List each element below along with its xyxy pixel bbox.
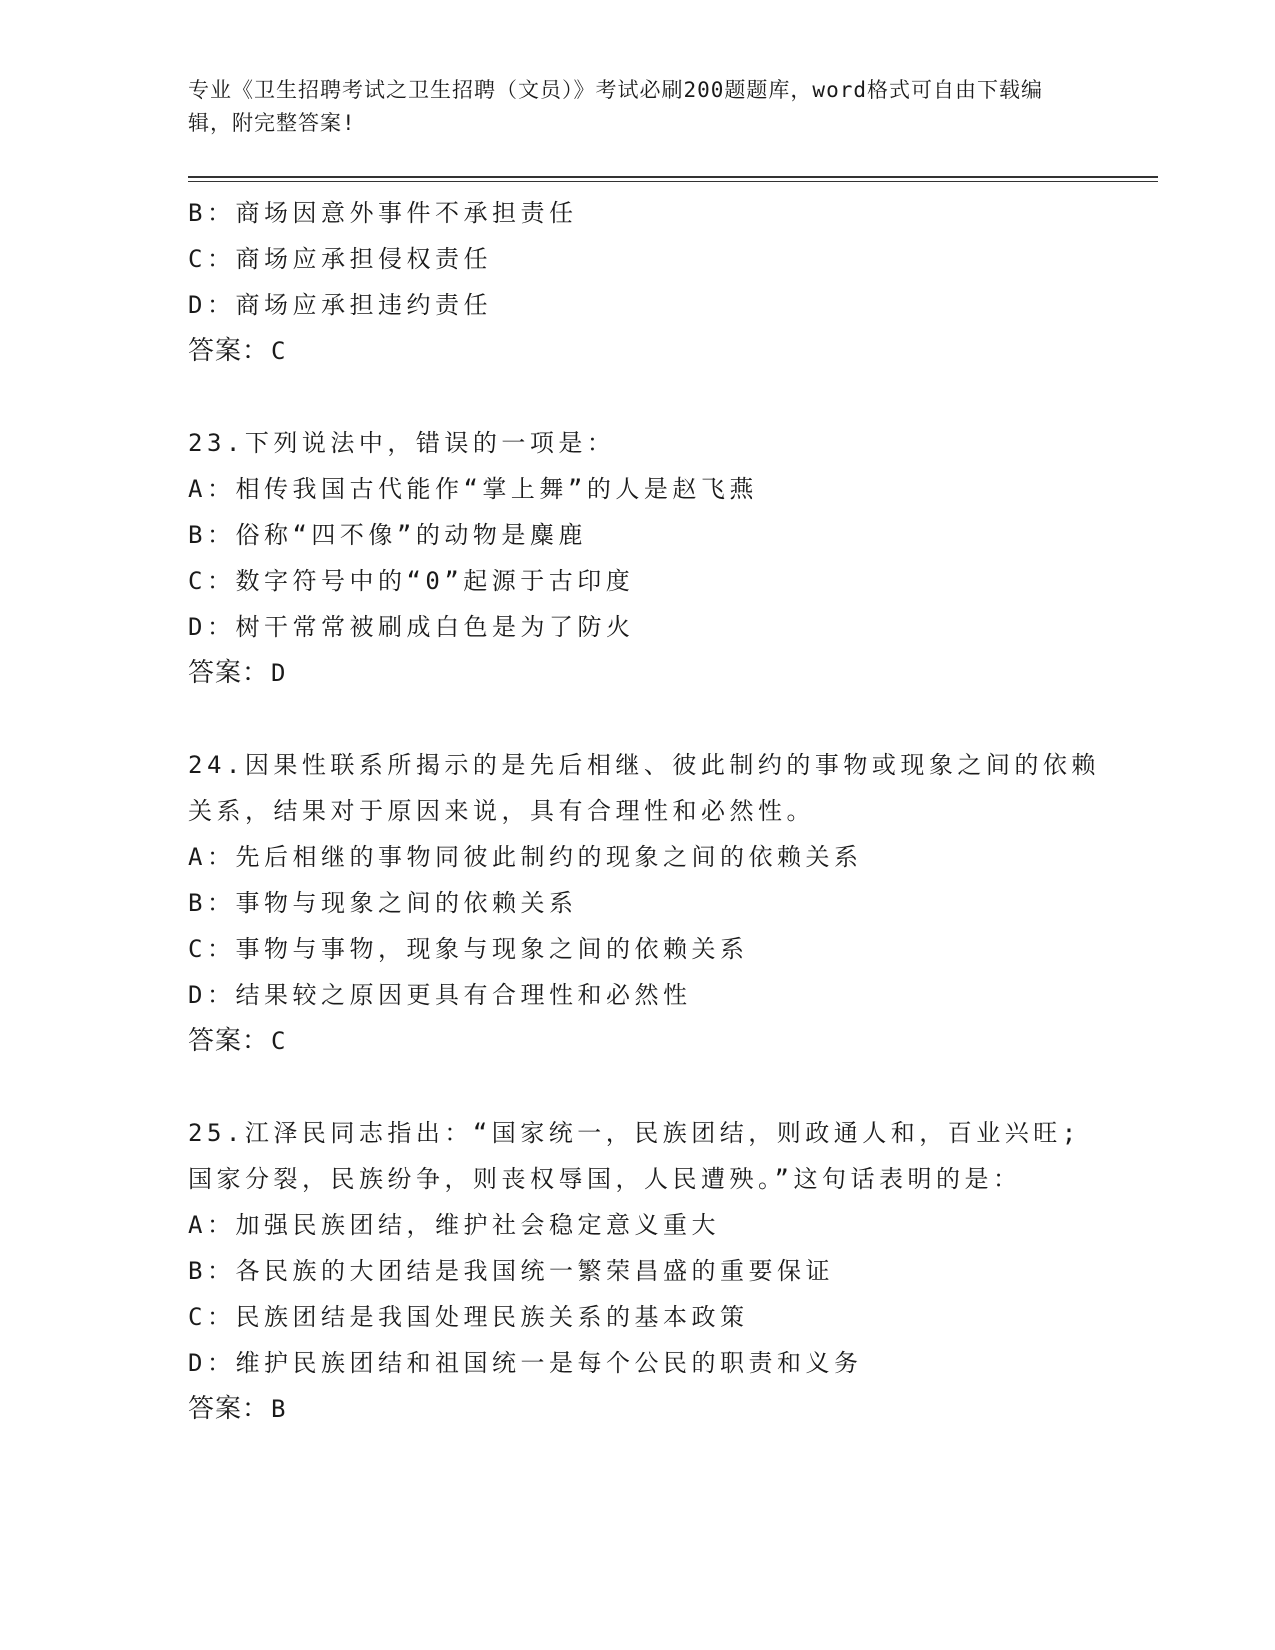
- answer-value: B: [271, 1395, 287, 1423]
- header-divider-thick: [188, 176, 1158, 178]
- answer-line: [188, 1386, 1158, 1432]
- answer-value: C: [271, 1027, 287, 1055]
- continued-question-block: [188, 190, 1158, 374]
- answer-line: [188, 1018, 1158, 1064]
- option-c: C：民族团结是我国处理民族关系的基本政策: [188, 1303, 749, 1331]
- question-25: [188, 1110, 1158, 1432]
- answer-value: C: [271, 337, 287, 365]
- header-divider-thin: [188, 181, 1158, 182]
- answer-label: 答案：: [188, 1394, 270, 1424]
- option-d: D：维护民族团结和祖国统一是每个公民的职责和义务: [188, 1349, 863, 1377]
- option-d: D：商场应承担违约责任: [188, 291, 492, 319]
- header-divider: [188, 176, 1158, 182]
- option-a: A：先后相继的事物同彼此制约的现象之间的依赖关系: [188, 843, 863, 871]
- option-b: B：俗称“四不像”的动物是麋鹿: [188, 521, 587, 549]
- question-stem: 24.因果性联系所揭示的是先后相继、彼此制约的事物或现象之间的依赖关系，结果对于原因来说，具有合理性和必然性。: [188, 751, 1100, 825]
- answer-value: D: [271, 659, 287, 687]
- option-c: C：数字符号中的“0”起源于古印度: [188, 567, 635, 595]
- answer-line: [188, 328, 1158, 374]
- answer-label: 答案：: [188, 336, 270, 366]
- document-page: [188, 74, 1158, 1432]
- option-b: B：商场因意外事件不承担责任: [188, 199, 578, 227]
- option-b: B：事物与现象之间的依赖关系: [188, 889, 578, 917]
- option-b: B：各民族的大团结是我国统一繁荣昌盛的重要保证: [188, 1257, 834, 1285]
- option-d: D：结果较之原因更具有合理性和必然性: [188, 981, 692, 1009]
- question-24: [188, 742, 1158, 1064]
- option-a: A：相传我国古代能作“掌上舞”的人是赵飞燕: [188, 475, 758, 503]
- option-c: C：商场应承担侵权责任: [188, 245, 492, 273]
- option-d: D：树干常常被刷成白色是为了防火: [188, 613, 635, 641]
- question-stem: 23.下列说法中，错误的一项是：: [188, 429, 616, 457]
- answer-label: 答案：: [188, 1026, 270, 1056]
- option-c: C：事物与事物，现象与现象之间的依赖关系: [188, 935, 749, 963]
- question-stem: 25.江泽民同志指出：“国家统一，民族团结，则政通人和，百业兴旺;国家分裂，民族纷争，则丧权辱国，人民遭殃。”这句话表明的是：: [188, 1119, 1081, 1193]
- answer-label: 答案：: [188, 658, 270, 688]
- option-a: A：加强民族团结，维护社会稳定意义重大: [188, 1211, 720, 1239]
- document-header-title: 专业《卫生招聘考试之卫生招聘（文员）》考试必刷200题题库，word格式可自由下载编辑，附完整答案!: [188, 78, 1043, 135]
- answer-line: [188, 650, 1158, 696]
- question-23: [188, 420, 1158, 696]
